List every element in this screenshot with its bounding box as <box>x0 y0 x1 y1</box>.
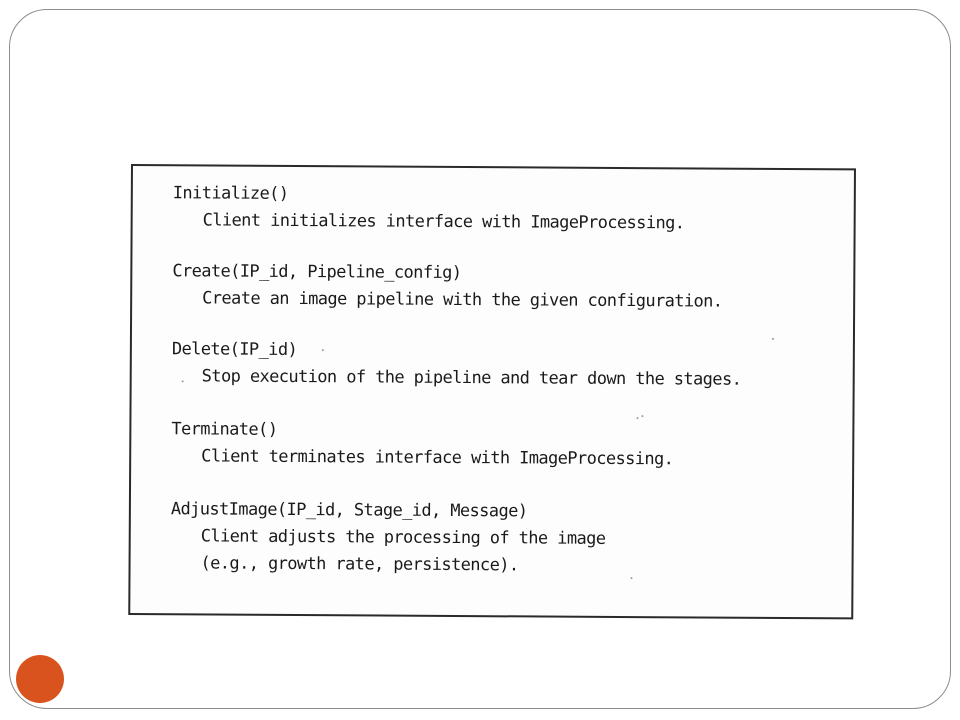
operation-entry-terminate <box>171 416 673 473</box>
operation-entry-adjust-image <box>170 496 605 580</box>
operation-signature: Initialize() <box>172 183 289 204</box>
operation-description: Client adjusts the processing of the image <box>200 526 606 549</box>
operation-description-continued: (e.g., growth rate, persistence). <box>200 553 519 576</box>
scan-speck <box>322 349 324 351</box>
operation-entry-create <box>172 258 723 315</box>
operation-signature: Delete(IP_id) <box>171 339 298 361</box>
operation-entry-initialize <box>173 180 685 237</box>
operation-description: Create an image pipeline with the given configuration. <box>202 288 723 312</box>
operation-signature: Create(IP_id, Pipeline_config) <box>172 261 462 284</box>
accent-dot <box>16 655 64 703</box>
interface-operations-box <box>128 164 856 619</box>
operation-signature: AdjustImage(IP_id, Stage_id, Message) <box>170 499 528 522</box>
operation-entry-delete <box>172 336 742 393</box>
operation-description: Client initializes interface with ImageProcessing. <box>202 210 685 234</box>
operation-description: Stop execution of the pipeline and tear down the stages. <box>201 366 742 390</box>
scan-speck <box>772 338 774 340</box>
operation-description: Client terminates interface with ImageProcessing. <box>201 446 674 470</box>
scan-speck <box>182 380 184 382</box>
scan-speck <box>641 415 643 417</box>
operation-signature: Terminate() <box>171 419 278 440</box>
scan-speck <box>636 417 638 419</box>
scan-speck <box>630 577 632 579</box>
